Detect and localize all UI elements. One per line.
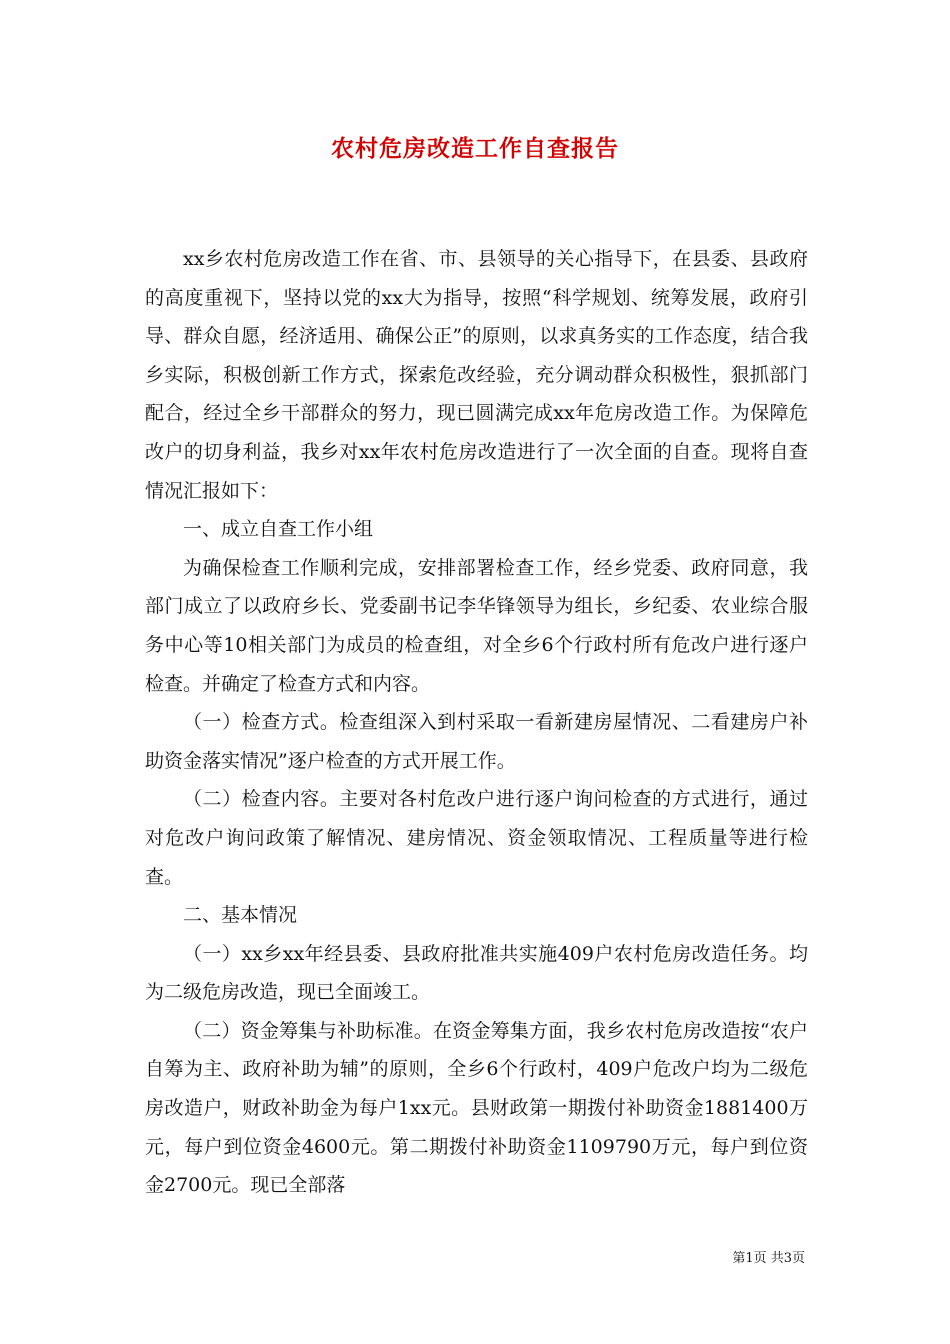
paragraph: 为确保检查工作顺利完成，安排部署检查工作，经乡党委、政府同意，我部门成立了以政府乡长、党委副书记李华锋领导为组长，乡纪委、农业综合服务中心等10相关部门为成员的检查组，对全乡6个行政村所有危改户进行逐户检查。并确定了检查方式和内容。 bbox=[145, 556, 808, 695]
paragraph-intro: xx乡农村危房改造工作在省、市、县领导的关心指导下，在县委、县政府的高度重视下，坚持以党的xx大为指导，按照“科学规划、统筹发展，政府引导、群众自愿，经济适用、确保公正”的原则，以求真务实的工作态度，结合我乡实际，积极创新工作方式，探索危改经验，充分调动群众积极性，狠抓部门配合，经过全乡干部群众的努力，现已圆满完成xx年危房改造工作。为保障危改户的切身利益，我乡对xx年农村危房改造进行了一次全面的自查。现将自查情况汇报如下： bbox=[145, 248, 808, 502]
document-body bbox=[145, 240, 808, 1205]
page-number: 第1页 共3页 bbox=[732, 1251, 805, 1266]
paragraph: （二）检查内容。主要对各村危改户进行逐户询问检查的方式进行，通过对危改户询问政策了解情况、建房情况、资金领取情况、工程质量等进行检查。 bbox=[145, 788, 808, 888]
section-heading-2: 二、基本情况 bbox=[183, 904, 298, 927]
paragraph: （一）检查方式。检查组深入到村采取一看新建房屋情况、二看建房户补助资金落实情况”逐户检查的方式开展工作。 bbox=[145, 711, 808, 772]
paragraph: （一）xx乡xx年经县委、县政府批准共实施409户农村危房改造任务。均为二级危房改造，现已全面竣工。 bbox=[145, 942, 808, 1004]
section-heading-1: 一、成立自查工作小组 bbox=[183, 518, 374, 541]
paragraph: （二）资金筹集与补助标准。在资金筹集方面，我乡农村危房改造按“农户自筹为主、政府补助为辅”的原则，全乡6个行政村，409户危改户均为二级危房改造户，财政补助金为每户1xx元。县财政第一期拨付补助资金1881400万元，每户到位资金4600元。第二期拨付补助资金1109790万元，每户到位资金2700元。现已全部落 bbox=[145, 1019, 808, 1197]
document-title: 农村危房改造工作自查报告 bbox=[331, 136, 619, 162]
